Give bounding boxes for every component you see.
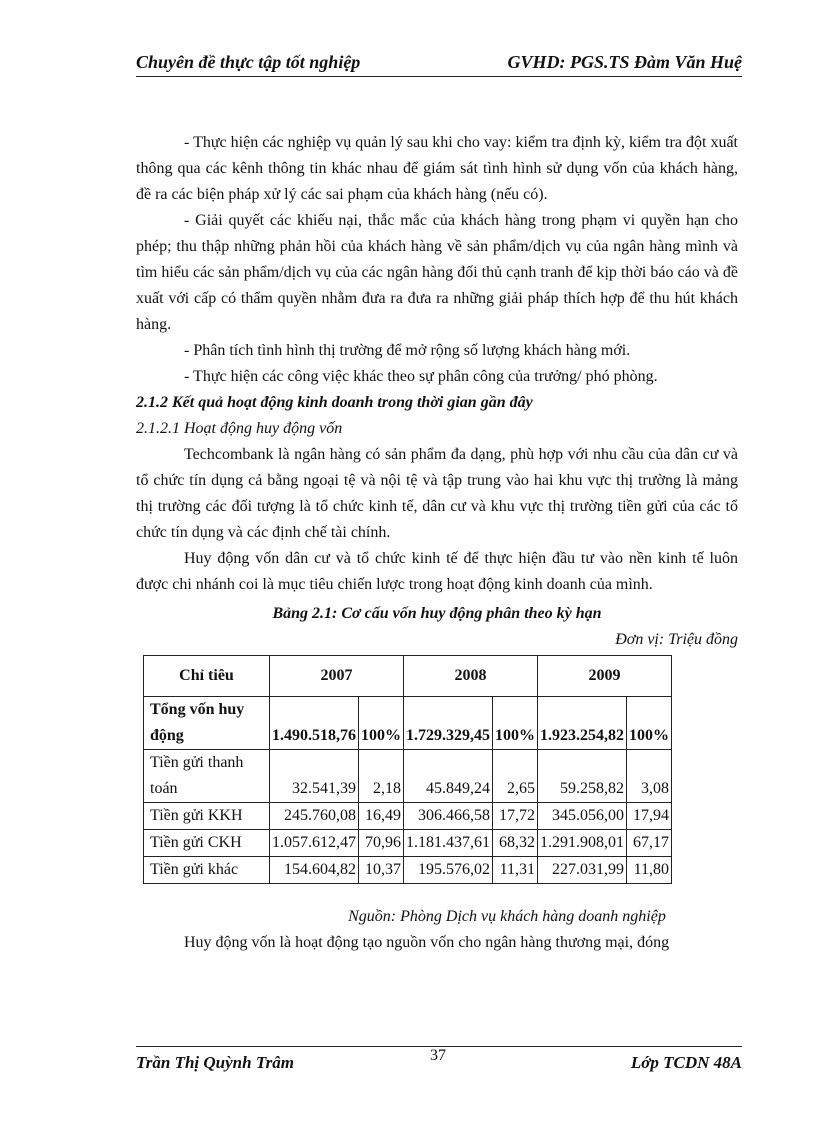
- table-row: [144, 857, 672, 884]
- paragraph: Techcombank là ngân hàng có sản phẩm đa dạng, phù hợp với nhu cầu của dân cư và tổ chức tín dụng cả bằng ngoại tệ và nội tệ và tập trung vào hai khu vực thị trường là mảng thị trường các đối tượng là tổ chức kinh tế, dân cư và khu vực thị trường tiền gửi của các tổ chức tín dụng và các định chế tài chính.: [136, 446, 738, 541]
- value-cell: 1.181.437,61: [404, 830, 493, 857]
- table-row: [144, 750, 672, 803]
- table-row: [144, 803, 672, 830]
- page-body: [136, 130, 738, 956]
- percent-cell: 11,80: [627, 857, 672, 884]
- row-label: Tiền gửi CKH: [144, 830, 270, 857]
- value-cell: 245.760,08: [270, 803, 359, 830]
- subsection-heading: 2.1.2.1 Hoạt động huy động vốn: [136, 420, 343, 437]
- table-caption: Bảng 2.1: Cơ cấu vốn huy động phân theo kỳ hạn: [272, 605, 602, 622]
- paragraph: - Phân tích tình hình thị trường để mở rộng số lượng khách hàng mới.: [184, 342, 631, 359]
- percent-cell: 11,31: [493, 857, 538, 884]
- value-cell: 45.849,24: [404, 750, 493, 803]
- table-unit: Đơn vị: Triệu đồng: [615, 631, 738, 648]
- value-cell: 1.923.254,82: [538, 697, 627, 750]
- percent-cell: 10,37: [359, 857, 404, 884]
- value-cell: 1.729.329,45: [404, 697, 493, 750]
- paragraph: - Thực hiện các công việc khác theo sự phân công của trưởng/ phó phòng.: [184, 368, 658, 385]
- header-title: Chuyên đề thực tập tốt nghiệp: [136, 52, 361, 72]
- header-cell: 2007: [270, 656, 404, 697]
- percent-cell: 100%: [493, 697, 538, 750]
- paragraph: - Giải quyết các khiếu nại, thắc mắc của khách hàng trong phạm vi quyền hạn cho phép; thu thập những phản hồi của khách hàng về sản phẩm/dịch vụ của ngân hàng mình và tìm hiểu các sản phẩm/dịch vụ của các ngân hàng đối thủ cạnh tranh để kịp thời báo cáo và đề xuất với cấp có thẩm quyền nhằm đưa ra đưa ra những giải pháp thích hợp để thu hút khách hàng.: [136, 212, 738, 333]
- capital-structure-table: [143, 655, 672, 884]
- percent-cell: 16,49: [359, 803, 404, 830]
- header-cell: 2008: [404, 656, 538, 697]
- value-cell: 59.258,82: [538, 750, 627, 803]
- value-cell: 1.057.612,47: [270, 830, 359, 857]
- value-cell: 345.056,00: [538, 803, 627, 830]
- page-number: 37: [430, 1047, 446, 1064]
- row-label: Tiền gửi thanh toán: [144, 750, 270, 803]
- table-row: [144, 830, 672, 857]
- header-cell: 2009: [538, 656, 672, 697]
- row-label: Tiền gửi khác: [144, 857, 270, 884]
- value-cell: 227.031,99: [538, 857, 627, 884]
- table-row: [144, 697, 672, 750]
- table-header-row: [144, 656, 672, 697]
- percent-cell: 68,32: [493, 830, 538, 857]
- value-cell: 195.576,02: [404, 857, 493, 884]
- percent-cell: 3,08: [627, 750, 672, 803]
- section-heading: 2.1.2 Kết quả hoạt động kinh doanh trong thời gian gần đây: [136, 394, 533, 411]
- page-footer: [136, 1046, 742, 1073]
- row-label: Tiền gửi KKH: [144, 803, 270, 830]
- header-advisor: GVHD: PGS.TS Đàm Văn Huệ: [507, 52, 742, 72]
- value-cell: 1.291.908,01: [538, 830, 627, 857]
- paragraph: Huy động vốn dân cư và tổ chức kinh tế để thực hiện đầu tư vào nền kinh tế luôn được chi nhánh coi là mục tiêu chiến lược trong hoạt động kinh doanh của mình.: [136, 550, 738, 593]
- percent-cell: 100%: [627, 697, 672, 750]
- percent-cell: 100%: [359, 697, 404, 750]
- percent-cell: 17,72: [493, 803, 538, 830]
- value-cell: 32.541,39: [270, 750, 359, 803]
- percent-cell: 67,17: [627, 830, 672, 857]
- header-cell: Chỉ tiêu: [144, 656, 270, 697]
- page-header: [136, 52, 742, 77]
- percent-cell: 17,94: [627, 803, 672, 830]
- row-label: Tổng vốn huy động: [144, 697, 270, 750]
- percent-cell: 2,18: [359, 750, 404, 803]
- percent-cell: 70,96: [359, 830, 404, 857]
- percent-cell: 2,65: [493, 750, 538, 803]
- value-cell: 306.466,58: [404, 803, 493, 830]
- value-cell: 1.490.518,76: [270, 697, 359, 750]
- footer-author: Trần Thị Quỳnh Trâm: [136, 1053, 294, 1072]
- table-source: Nguồn: Phòng Dịch vụ khách hàng doanh nghiệp: [348, 908, 666, 925]
- paragraph: - Thực hiện các nghiệp vụ quản lý sau khi cho vay: kiểm tra định kỳ, kiểm tra đột xuất thông qua các kênh thông tin khác nhau để giám sát tình hình sử dụng vốn của khách hàng, đề ra các biện pháp xử lý các sai phạm của khách hàng (nếu có).: [136, 134, 738, 203]
- footer-class: Lớp TCDN 48A: [630, 1053, 742, 1072]
- value-cell: 154.604,82: [270, 857, 359, 884]
- paragraph: Huy động vốn là hoạt động tạo nguồn vốn cho ngân hàng thương mại, đóng: [184, 934, 670, 951]
